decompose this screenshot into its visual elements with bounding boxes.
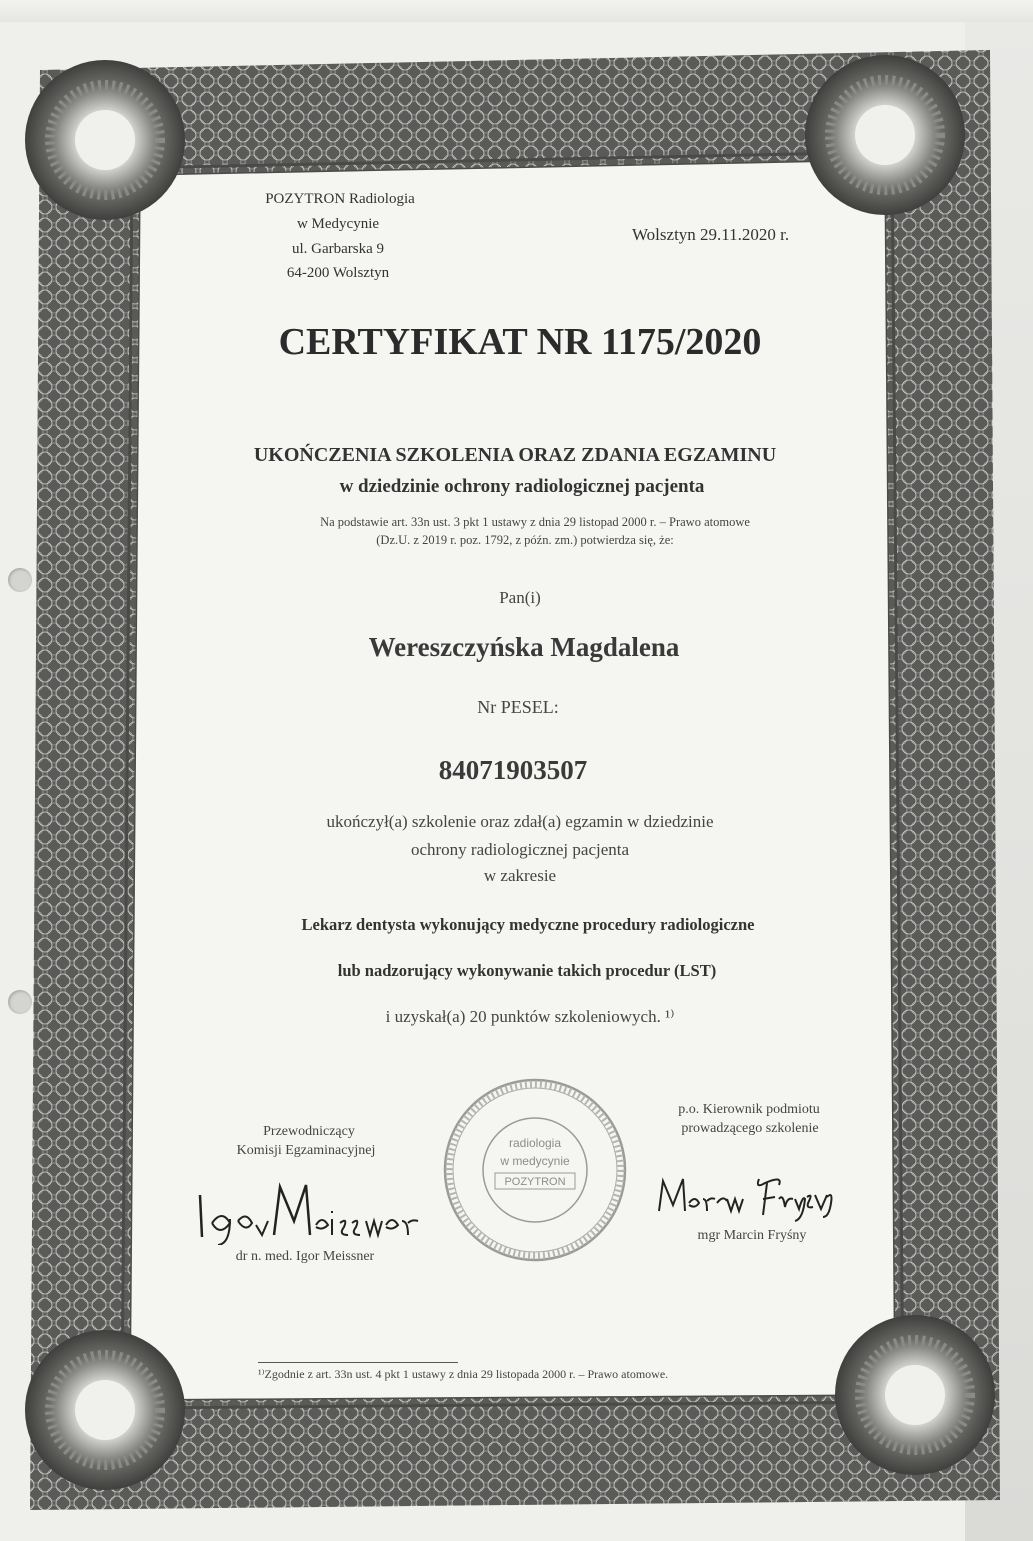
certificate-title: CERTYFIKAT NR 1175/2020 bbox=[278, 321, 762, 363]
right-role-line1: p.o. Kierownik podmiotu bbox=[678, 1102, 820, 1117]
scope-line1: Lekarz dentysta wykonujący medyczne procedury radiologiczne bbox=[301, 915, 755, 934]
issuer-name-line2: w Medycynie bbox=[296, 216, 380, 232]
right-signatory-name: mgr Marcin Fryśny bbox=[697, 1228, 807, 1243]
points-line: i uzyskał(a) 20 punktów szkoleniowych. ¹⁾ bbox=[385, 1007, 675, 1026]
stamp-brand: POZYTRON bbox=[504, 1176, 566, 1188]
pesel-label: Nr PESEL: bbox=[477, 697, 559, 717]
stamp-center-line1: radiologia bbox=[508, 1136, 562, 1150]
stamp-center-line2: w medycynie bbox=[500, 1154, 570, 1168]
subtitle-line1: UKOŃCZENIA SZKOLENIA ORAZ ZDANIA EGZAMINU bbox=[253, 444, 777, 466]
left-signature bbox=[190, 1175, 420, 1245]
footnote: ¹⁾Zgodnie z art. 33n ust. 4 pkt 1 ustawy z dnia 29 listopada 2000 r. – Prawo atomowe. bbox=[258, 1367, 669, 1381]
left-signatory-name: dr n. med. Igor Meissner bbox=[235, 1249, 375, 1264]
place-date: Wolsztyn 29.11.2020 r. bbox=[632, 225, 790, 244]
completion-line3: w zakresie bbox=[483, 866, 557, 885]
right-signature bbox=[655, 1165, 835, 1225]
legal-basis-line2: (Dz.U. z 2019 r. poz. 1792, z późn. zm.) potwierdza się, że: bbox=[376, 533, 674, 547]
issuer-name-line1: POZYTRON Radiologia bbox=[265, 191, 415, 207]
scope-line2: lub nadzorujący wykonywanie takich procedur (LST) bbox=[337, 961, 717, 980]
completion-line1: ukończył(a) szkolenie oraz zdał(a) egzamin w dziedzinie bbox=[326, 812, 714, 831]
pesel-value: 84071903507 bbox=[438, 755, 588, 785]
subtitle-line2: w dziedzinie ochrony radiologicznej pacjenta bbox=[339, 476, 705, 497]
left-role-line2: Komisji Egzaminacyjnej bbox=[236, 1143, 376, 1158]
left-role-line1: Przewodniczący bbox=[263, 1124, 355, 1139]
footnote-rule bbox=[258, 1362, 458, 1363]
completion-line2: ochrony radiologicznej pacjenta bbox=[410, 840, 630, 859]
issuer-postal-city: 64-200 Wolsztyn bbox=[286, 265, 390, 281]
right-role-line2: prowadzącego szkolenie bbox=[681, 1121, 819, 1136]
holder-name: Wereszczyńska Magdalena bbox=[368, 632, 680, 662]
legal-basis-line1: Na podstawie art. 33n ust. 3 pkt 1 ustawy z dnia 29 listopad 2000 r. – Prawo atomowe bbox=[320, 515, 750, 529]
salutation: Pan(i) bbox=[499, 588, 541, 607]
official-stamp bbox=[440, 1075, 630, 1265]
issuer-street: ul. Garbarska 9 bbox=[291, 241, 385, 257]
